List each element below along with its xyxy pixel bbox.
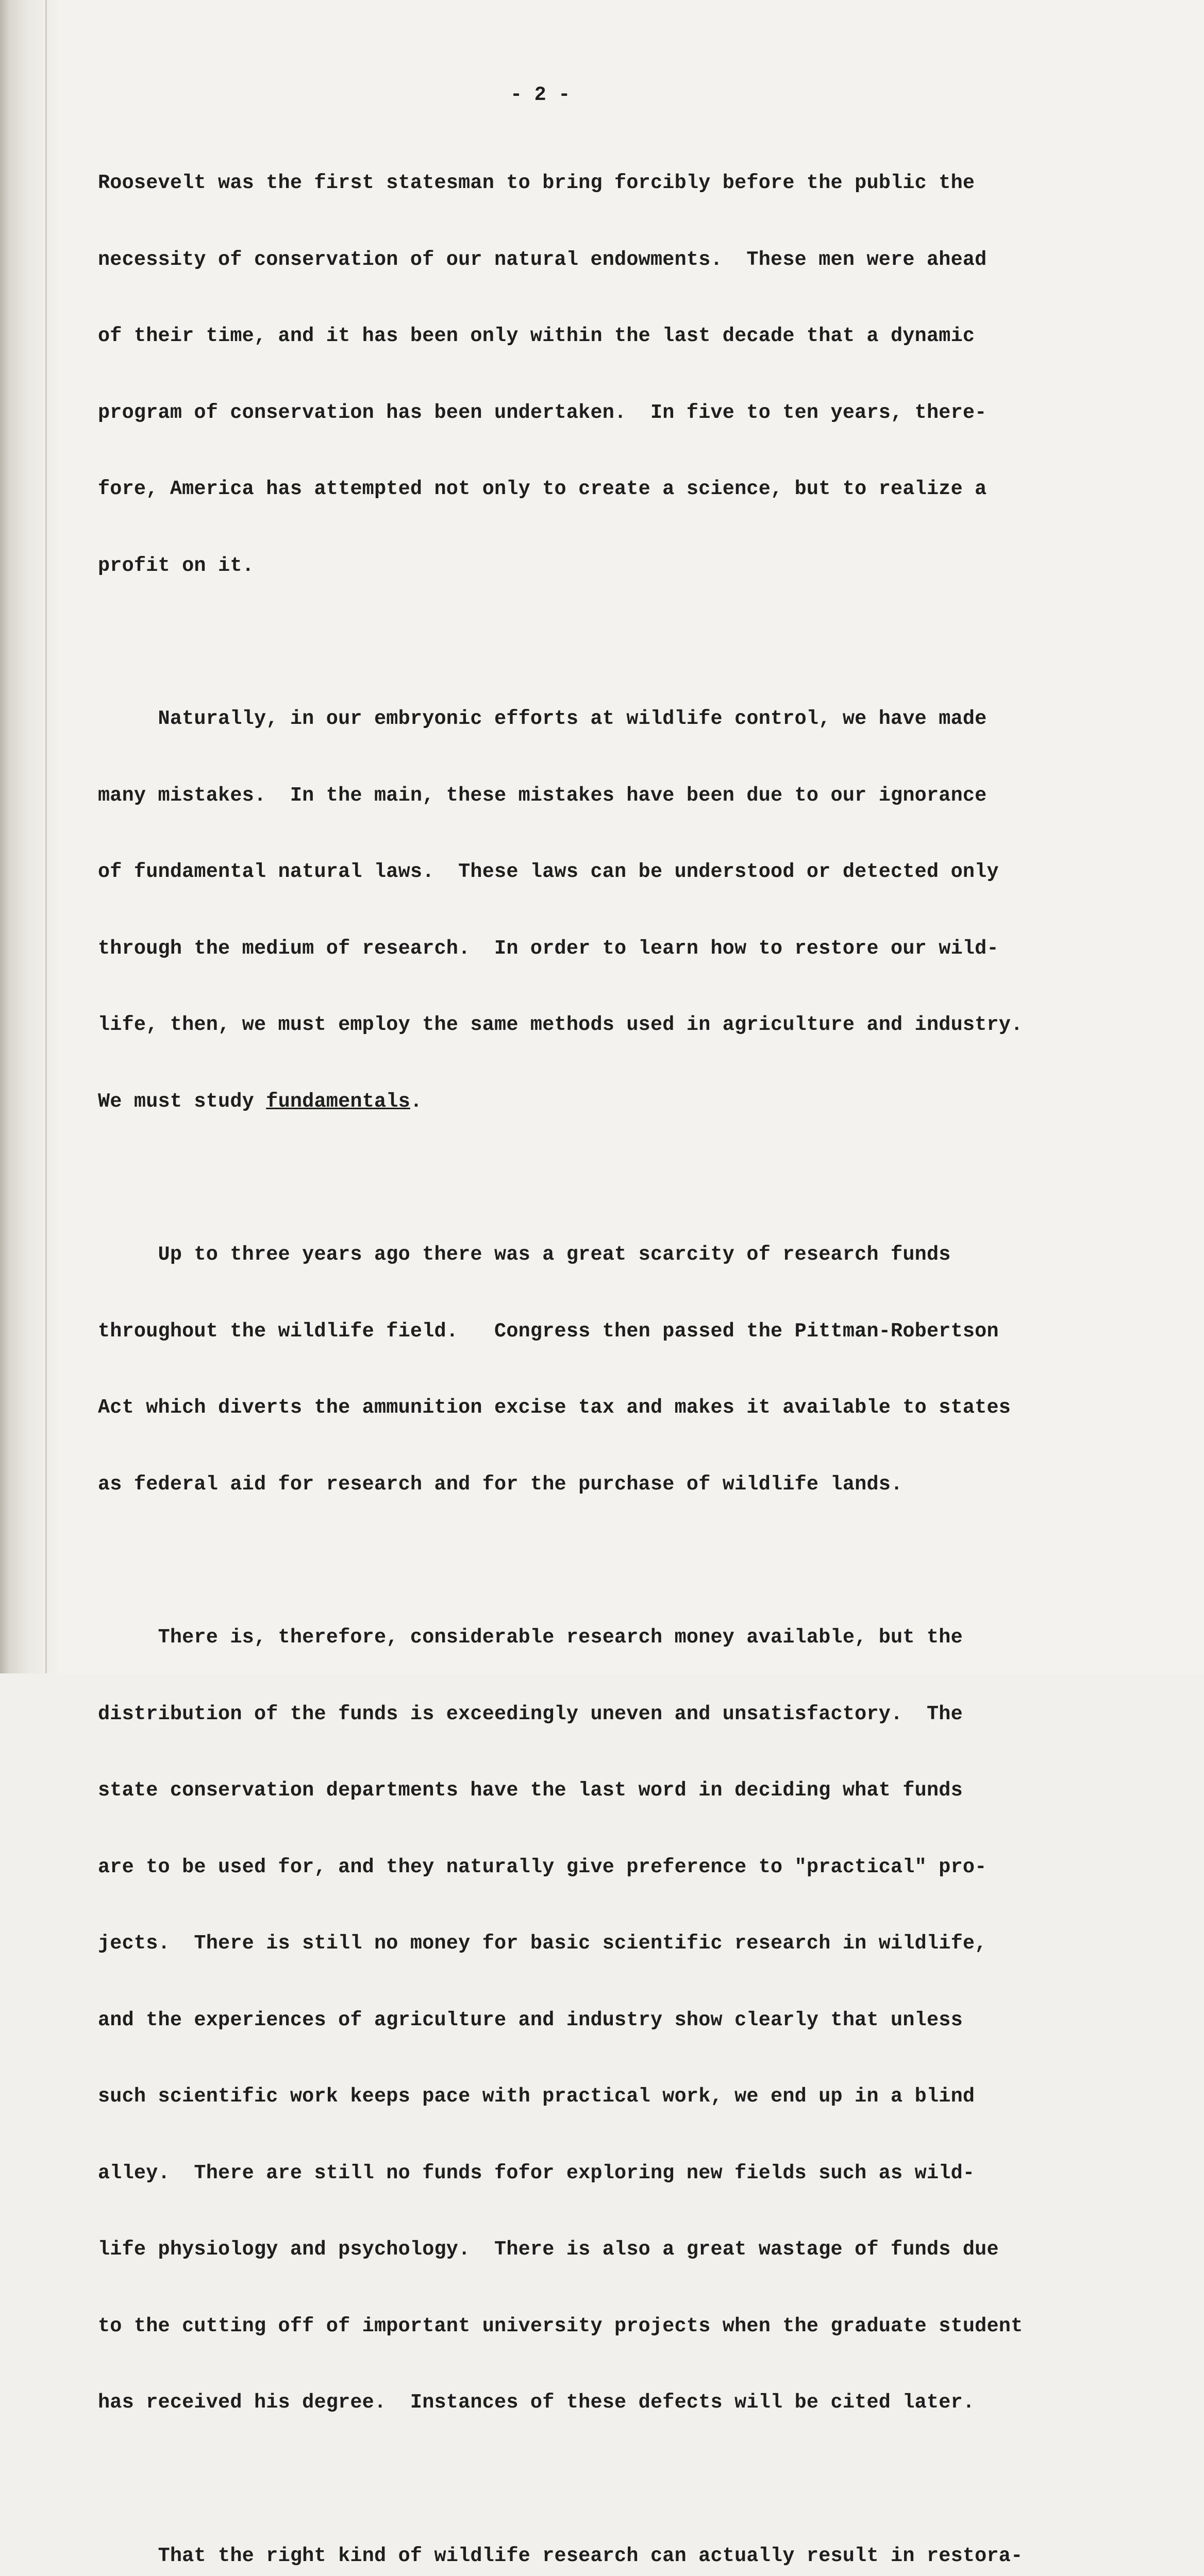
text-line: profit on it. <box>98 553 1108 579</box>
text-line: has received his degree. Instances of these defects will be cited later. <box>98 2390 1108 2416</box>
text-line: distribution of the funds is exceedingly uneven and unsatisfactory. The <box>98 1702 1108 1727</box>
text-line: Naturally, in our embryonic efforts at wildlife control, we have made <box>98 706 1108 732</box>
text-fragment: . <box>410 1090 422 1113</box>
page-number: - 2 - <box>98 82 1108 108</box>
text-line: to the cutting off of important university projects when the graduate student <box>98 2314 1108 2340</box>
paragraph-2 <box>98 655 1108 1165</box>
text-fragment: We must study <box>98 1090 266 1113</box>
text-line: Up to three years ago there was a great scarcity of research funds <box>98 1242 1108 1268</box>
text-line: through the medium of research. In order to learn how to restore our wild- <box>98 936 1108 962</box>
text-line: necessity of conservation of our natural endowments. These men were ahead <box>98 247 1108 273</box>
text-line: are to be used for, and they naturally give preference to "practical" pro- <box>98 1855 1108 1880</box>
document-body <box>98 82 1108 2576</box>
text-line: Act which diverts the ammunition excise tax and makes it available to states <box>98 1395 1108 1421</box>
text-line: of their time, and it has been only within the last decade that a dynamic <box>98 324 1108 349</box>
text-line: alley. There are still no funds fofor exploring new fields such as wild- <box>98 2161 1108 2187</box>
binding-fold <box>45 0 47 1673</box>
text-line: of fundamental natural laws. These laws can be understood or detected only <box>98 859 1108 885</box>
text-line: as federal aid for research and for the purchase of wildlife lands. <box>98 1472 1108 1498</box>
paragraph-5 <box>98 2493 1108 2576</box>
text-line-with-emphasis <box>98 1089 1108 1115</box>
paragraph-1 <box>98 120 1108 630</box>
text-line: Roosevelt was the first statesman to bring forcibly before the public the <box>98 171 1108 196</box>
text-line: throughout the wildlife field. Congress then passed the Pittman-Robertson <box>98 1319 1108 1345</box>
text-line: jects. There is still no money for basic scientific research in wildlife, <box>98 1931 1108 1957</box>
text-line: fore, America has attempted not only to create a science, but to realize a <box>98 477 1108 502</box>
paragraph-4 <box>98 1574 1108 2467</box>
text-line: life, then, we must employ the same methods used in agriculture and industry. <box>98 1012 1108 1038</box>
paragraph-3 <box>98 1191 1108 1548</box>
text-line: There is, therefore, considerable research money available, but the <box>98 1625 1108 1651</box>
underlined-word: fundamentals <box>266 1090 410 1113</box>
text-line: such scientific work keeps pace with practical work, we end up in a blind <box>98 2084 1108 2110</box>
text-line: program of conservation has been undertaken. In five to ten years, there- <box>98 400 1108 426</box>
text-line: That the right kind of wildlife research can actually result in restora- <box>98 2544 1108 2569</box>
text-line: life physiology and psychology. There is also a great wastage of funds due <box>98 2237 1108 2263</box>
binding-shadow <box>0 0 62 1673</box>
text-line: and the experiences of agriculture and industry show clearly that unless <box>98 2008 1108 2033</box>
text-line: many mistakes. In the main, these mistakes have been due to our ignorance <box>98 783 1108 809</box>
text-line: state conservation departments have the last word in deciding what funds <box>98 1778 1108 1804</box>
